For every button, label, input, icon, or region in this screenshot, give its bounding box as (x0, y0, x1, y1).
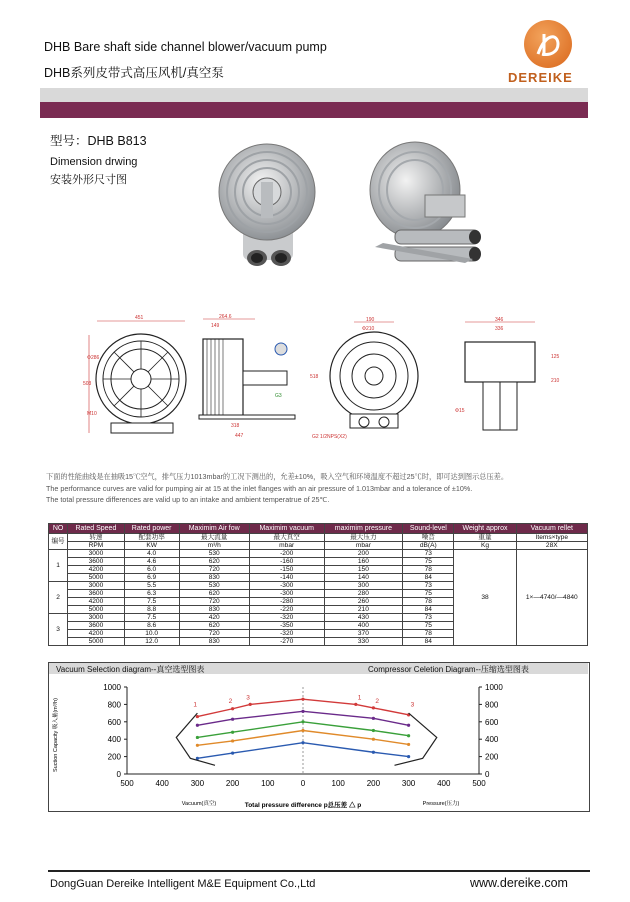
table-cell: 4200 (68, 598, 125, 606)
drawing-front-view (85, 315, 195, 443)
curve-label-vacuum: 3 (246, 694, 250, 702)
table-cell: 7.5 (124, 598, 179, 606)
footer-company: DongGuan Dereike Intelligent M&E Equipment Co.,Ltd (50, 878, 316, 890)
table-cell: 73 (403, 582, 454, 590)
table-cell: 830 (179, 574, 249, 582)
table-cell: 830 (179, 638, 249, 646)
table-cell: 8.6 (124, 622, 179, 630)
table-cell: -320 (249, 614, 324, 622)
table-header-cn (49, 534, 588, 542)
table-cell: 75 (403, 590, 454, 598)
th-sound: Sound-level (403, 524, 454, 534)
th-speed: Rated Speed (68, 524, 125, 534)
table-cell: 10.0 (124, 630, 179, 638)
x-tick-label-vacuum: 300 (190, 779, 205, 788)
table-cell: 400 (324, 622, 403, 630)
weight-cell: 38 (454, 550, 516, 646)
table-cell: 5000 (68, 638, 125, 646)
model-no-cell: 1 (49, 550, 68, 582)
curve-label-pressure: 2 (375, 698, 380, 706)
table-cell: 720 (179, 566, 249, 574)
unit-rpm: RPM (68, 542, 125, 550)
series-point-4 (407, 755, 410, 758)
series-point-1 (301, 710, 304, 713)
table-cell: 7.5 (124, 614, 179, 622)
table-cell: 3000 (68, 550, 125, 558)
y-tick-label-right: 400 (485, 735, 499, 745)
table-cell: 6.9 (124, 574, 179, 582)
unit-kw: KW (124, 542, 179, 550)
table-cell: 3600 (68, 590, 125, 598)
series-point-0 (372, 706, 375, 709)
vacuum-limit-curve (176, 713, 215, 765)
th-power: Rated power (124, 524, 179, 534)
dimension-title-cn: 安装外形尺寸图 (50, 174, 127, 186)
th-vacuum-cn: 最大真空 (249, 534, 324, 542)
series-point-3 (407, 743, 410, 746)
y-tick-label-left: 400 (107, 735, 121, 745)
header-band-grey (40, 88, 588, 102)
table-header-en (49, 524, 588, 534)
dimension-title-en: Dimension drwing (50, 156, 138, 168)
table-cell: 8.8 (124, 606, 179, 614)
table-cell: 830 (179, 606, 249, 614)
dim-right-height2: 210 (551, 378, 560, 384)
series-point-3 (301, 729, 304, 732)
table-cell: 4.0 (124, 550, 179, 558)
pressure-limit-curve (395, 713, 437, 765)
x-axis-label-vacuum: Vacuum(真空) (181, 801, 217, 807)
table-cell: 4200 (68, 630, 125, 638)
model-number: 型号：DHB B813 (50, 134, 147, 148)
unit-pressure: mbar (324, 542, 403, 550)
y-tick-label-right: 800 (485, 700, 499, 710)
x-tick-label-pressure: 100 (331, 779, 345, 788)
drawing-right-view (455, 318, 570, 438)
curve-label-pressure: 3 (410, 701, 415, 709)
table-cell: 530 (179, 582, 249, 590)
note-chinese: 下面的性能曲线是在抽吸15℃空气，排气压力1013mbar的工况下测出的，允差±10%，吸入空气和环境温度不超过25℃时，即可达到图示总压差。 (46, 472, 509, 481)
table-cell: 720 (179, 598, 249, 606)
chart-title-left: Vacuum Selection diagram--真空选型图表 (56, 665, 205, 674)
series-point-2 (196, 736, 199, 739)
x-tick-label-vacuum: 100 (261, 779, 275, 788)
y-tick-label-left: 1000 (103, 683, 121, 692)
table-cell: 73 (403, 614, 454, 622)
dim-end-width: 190 (366, 317, 375, 323)
table-cell: 140 (324, 574, 403, 582)
table-cell: 3000 (68, 582, 125, 590)
series-point-1 (196, 724, 199, 727)
th-weight-cn: 重量 (454, 534, 516, 542)
th-weight: Weight approx (454, 524, 516, 534)
footer-rule (48, 870, 590, 872)
table-cell: 5000 (68, 574, 125, 582)
th-pressure-cn: 最大压力 (324, 534, 403, 542)
dim-side-width4: 447 (235, 433, 244, 439)
series-point-4 (301, 741, 304, 744)
series-point-1 (407, 724, 410, 727)
table-cell: 78 (403, 566, 454, 574)
y-tick-label-left: 0 (116, 770, 121, 779)
y-tick-label-right: 600 (485, 717, 499, 727)
th-power-cn: 配套功率 (124, 534, 179, 542)
table-cell: 84 (403, 606, 454, 614)
dim-side-port: G3 (275, 393, 282, 399)
x-axis-label-pressure: Pressure(压力) (422, 801, 460, 807)
x-tick-label-pressure: 400 (437, 779, 451, 788)
table-cell: 420 (179, 614, 249, 622)
series-point-1 (372, 717, 375, 720)
table-cell: 620 (179, 558, 249, 566)
table-cell: 4.6 (124, 558, 179, 566)
x-axis-label: Total pressure difference p总压差 △ p (244, 802, 362, 809)
table-cell: 4200 (68, 566, 125, 574)
unit-db: dB(A) (403, 542, 454, 550)
table-cell: 300 (324, 582, 403, 590)
series-point-1 (231, 718, 234, 721)
dim-front-hole: M10 (87, 411, 97, 417)
table-cell: 370 (324, 630, 403, 638)
table-cell: 5000 (68, 606, 125, 614)
table-cell: -150 (249, 566, 324, 574)
x-tick-label-pressure: 200 (366, 779, 381, 788)
table-cell: 84 (403, 574, 454, 582)
series-point-0 (354, 703, 357, 706)
model-no-cell: 3 (49, 614, 68, 646)
table-cell: -280 (249, 598, 324, 606)
model-no-cell: 2 (49, 582, 68, 614)
table-cell: 200 (324, 550, 403, 558)
dim-side-width3: 318 (231, 423, 240, 429)
th-no: NO (49, 524, 68, 534)
series-point-2 (372, 729, 375, 732)
table-cell: 78 (403, 630, 454, 638)
series-point-4 (231, 752, 234, 755)
performance-chart (49, 675, 588, 809)
series-point-2 (231, 731, 234, 734)
table-cell: 160 (324, 558, 403, 566)
table-cell: 3600 (68, 622, 125, 630)
table-cell: -270 (249, 638, 324, 646)
table-cell: 3600 (68, 558, 125, 566)
note-english-1: The performance curves are valid for pumping air at 15 at the inlet flanges with an air pressure of 1.013mbar and a tolerance of ±10%. (46, 484, 473, 493)
series-point-3 (196, 744, 199, 747)
dim-right-width: 346 (495, 317, 504, 323)
table-cell: 12.0 (124, 638, 179, 646)
header-band-purple (40, 102, 588, 118)
dim-front-width: 451 (135, 315, 144, 321)
table-cell: -320 (249, 630, 324, 638)
y-tick-label-left: 800 (107, 700, 121, 710)
table-cell: 6.3 (124, 590, 179, 598)
chart-title-right: Compressor Celetion Diagram--压缩选型图表 (368, 665, 529, 674)
th-speed-cn: 转速 (68, 534, 125, 542)
table-cell: 280 (324, 590, 403, 598)
logo-wordmark: DEREIKE (508, 70, 573, 85)
spec-table (48, 523, 588, 646)
series-point-3 (231, 739, 234, 742)
y-tick-label-right: 200 (485, 752, 499, 762)
series-point-0 (231, 707, 234, 710)
unit-flow: m³/h (179, 542, 249, 550)
dereike-logo-icon (524, 20, 572, 68)
table-cell: -200 (249, 550, 324, 558)
series-point-2 (301, 720, 304, 723)
table-cell: 5.5 (124, 582, 179, 590)
y-tick-label-right: 1000 (485, 683, 503, 692)
table-cell: 620 (179, 622, 249, 630)
table-cell: 75 (403, 558, 454, 566)
curve-label-pressure: 1 (357, 694, 362, 702)
table-cell: -300 (249, 590, 324, 598)
table-row (49, 550, 588, 558)
th-valve-cn: Items×type (516, 534, 587, 542)
table-cell: 720 (179, 630, 249, 638)
table-cell: 73 (403, 550, 454, 558)
table-cell: 330 (324, 638, 403, 646)
series-point-4 (372, 751, 375, 754)
x-tick-label-pressure: 500 (472, 779, 486, 788)
th-pressure: maximim pressure (324, 524, 403, 534)
series-point-2 (407, 734, 410, 737)
series-point-0 (196, 715, 199, 718)
unit-kg: Kg (454, 542, 516, 550)
dim-right-width2: 336 (495, 326, 504, 332)
table-cell: 530 (179, 550, 249, 558)
valve-cell: 1×—4740/—4840 (516, 550, 587, 646)
series-point-3 (372, 738, 375, 741)
series-point-0 (249, 703, 252, 706)
table-cell: -350 (249, 622, 324, 630)
x-tick-label-vacuum: 400 (155, 779, 169, 788)
blower-photo-angled (355, 135, 485, 270)
dim-end-diameter: Φ210 (362, 326, 375, 332)
dim-side-width2: 149 (211, 323, 220, 329)
series-point-0 (301, 698, 304, 701)
y-tick-label-left: 200 (107, 752, 121, 762)
dim-right-height: 125 (551, 354, 560, 360)
table-cell: 620 (179, 590, 249, 598)
th-airflow-cn: 最大流量 (179, 534, 249, 542)
table-cell: 430 (324, 614, 403, 622)
y-tick-label-left: 600 (107, 717, 121, 727)
y-tick-label-right: 0 (485, 770, 490, 779)
dim-side-width: 264.6 (219, 314, 232, 320)
title-chinese: DHB系列皮带式高压风机/真空泵 (44, 66, 224, 80)
title-english: DHB Bare shaft side channel blower/vacuum pump (44, 40, 327, 54)
dim-front-diameter: Φ286 (87, 355, 100, 361)
table-cell: 84 (403, 638, 454, 646)
dim-end-pipe: G2 1/2NPS(X2) (312, 434, 347, 440)
table-cell: 75 (403, 622, 454, 630)
drawing-end-view (310, 318, 435, 446)
dim-front-height: 503 (83, 381, 92, 387)
table-cell: 210 (324, 606, 403, 614)
dim-right-diameter: Φ15 (455, 408, 465, 414)
unit-vacuum: mbar (249, 542, 324, 550)
th-no-cn: 编号 (49, 534, 68, 550)
th-airflow: Maximim Air fow (179, 524, 249, 534)
th-valve: Vacuum rellet (516, 524, 587, 534)
note-english-2: The total pressure differences are valid up to an intake and ambient temperatrue of 25℃. (46, 495, 330, 504)
table-cell: 260 (324, 598, 403, 606)
th-vacuum: Maximim vacuum (249, 524, 324, 534)
x-tick-label-vacuum: 500 (120, 779, 134, 788)
y-axis-label: Suction Capacity 吸入量(m³/h) (53, 698, 59, 772)
curve-label-vacuum: 1 (193, 701, 198, 709)
table-cell: -220 (249, 606, 324, 614)
table-cell: 78 (403, 598, 454, 606)
curve-label-vacuum: 2 (228, 698, 233, 706)
unit-valve: 28X (516, 542, 587, 550)
x-tick-label-pressure: 300 (401, 779, 416, 788)
table-cell: 6.0 (124, 566, 179, 574)
blower-photo-front (205, 130, 330, 270)
table-cell: -140 (249, 574, 324, 582)
table-cell: 3000 (68, 614, 125, 622)
table-cell: 150 (324, 566, 403, 574)
drawing-side-view (195, 315, 300, 443)
x-tick-label-vacuum: 200 (225, 779, 240, 788)
table-units (49, 542, 588, 550)
x-tick-label-pressure: 0 (300, 779, 306, 788)
table-cell: -160 (249, 558, 324, 566)
th-sound-cn: 噪音 (403, 534, 454, 542)
table-cell: -300 (249, 582, 324, 590)
dim-end-height: 518 (310, 374, 319, 380)
footer-website[interactable]: www.dereike.com (470, 876, 568, 890)
